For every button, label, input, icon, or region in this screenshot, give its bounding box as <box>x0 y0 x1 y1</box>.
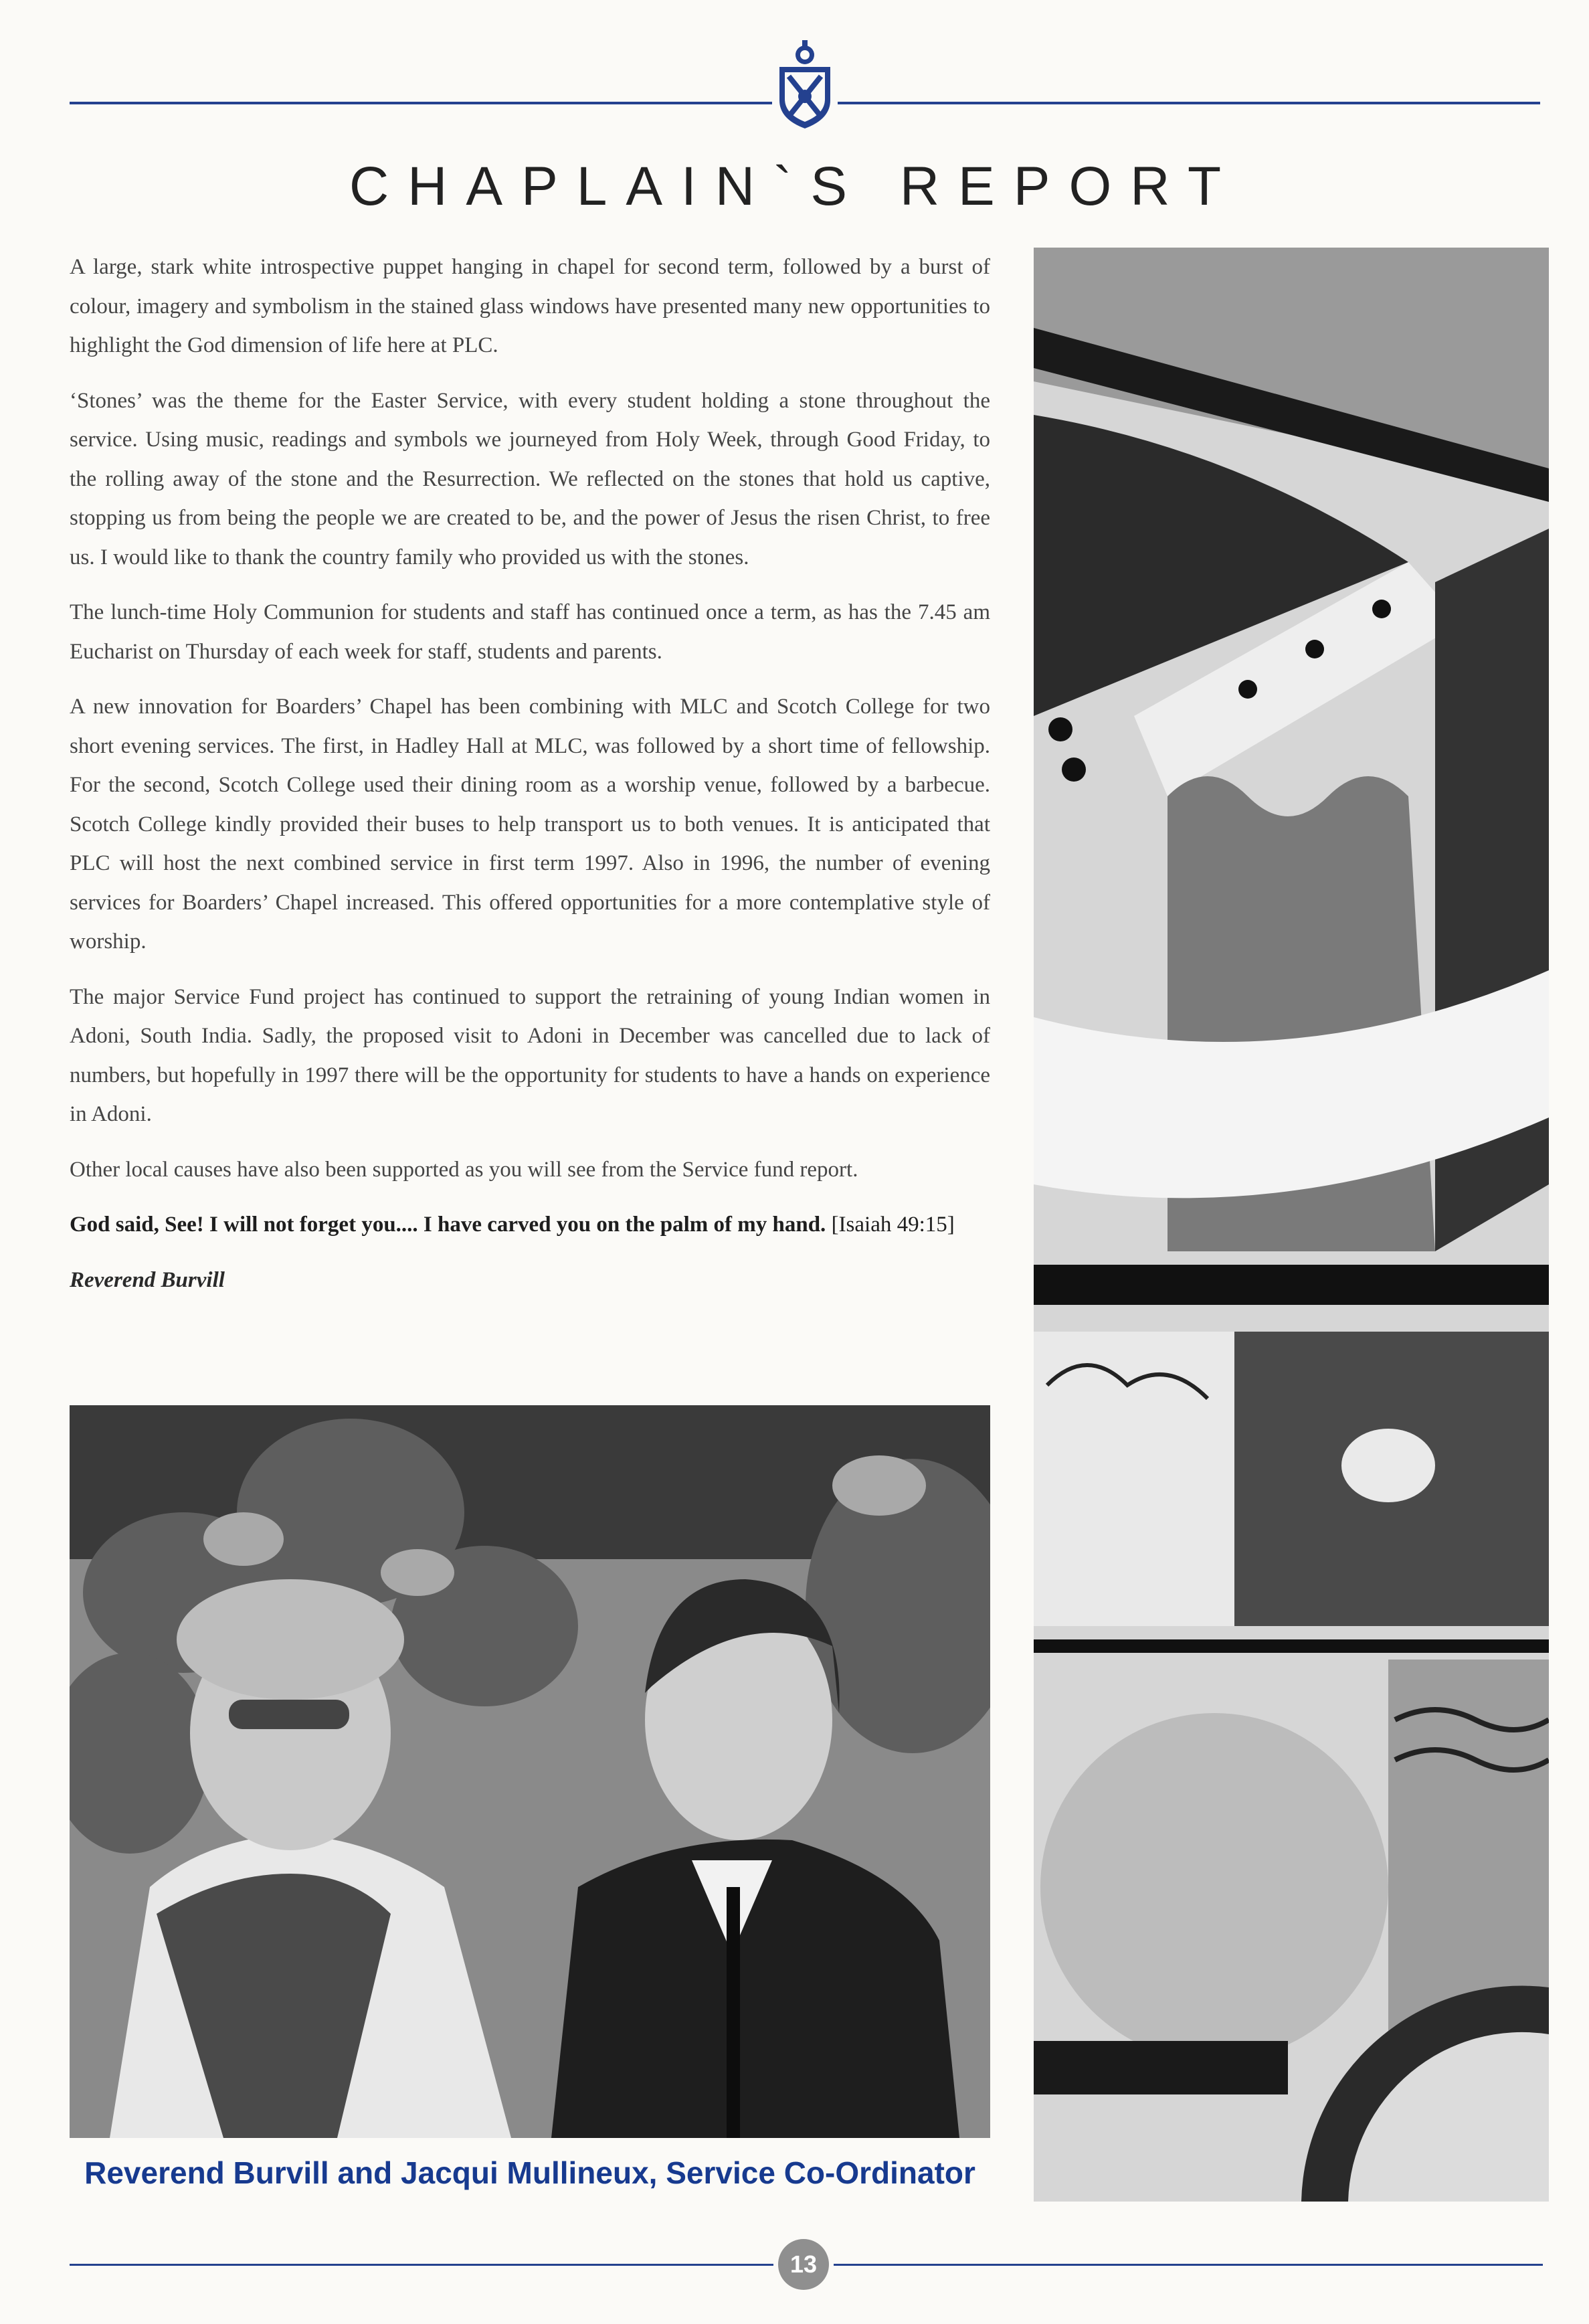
school-crest-icon <box>773 39 837 130</box>
paragraph-easter: ‘Stones’ was the theme for the Easter Service, with every student holding a stone throughout the service. Using music, readings and symbols we journeyed from Holy Week, through Good Friday, to the rolling away of the stone and the Resurrection. We reflected on the stones that hold us captive, stopping us from being the people we are created to be, and the power of Jesus the risen Christ, to free us. I would like to thank the country family who provided us with the stones. <box>70 388 990 569</box>
page-title: CHAPLAIN`S REPORT <box>349 156 1240 217</box>
photo-caption: Reverend Burvill and Jacqui Mullineux, Service Co-Ordinator <box>84 2155 975 2190</box>
scripture-quote <box>70 1205 990 1245</box>
page-number-badge: 13 <box>778 2239 829 2290</box>
report-body <box>70 248 990 1316</box>
paragraph-boarders-chapel: A new innovation for Boarders’ Chapel has been combining with MLC and Scotch College for two short evening services. The first, in Hadley Hall at MLC, was followed by a short time of fellowship. For the second, Scotch College used their dining room as a worship venue, followed by a barbecue. Scotch College kindly provided their buses to help transport us to both venues. It is anticipated that PLC will host the next combined service in first term 1997. Also in 1996, the number of evening services for Boarders’ Chapel increased. This offered opportunities for a more contemplative style of worship. <box>70 695 990 954</box>
header-rule-left <box>70 102 772 104</box>
footer-rule-left <box>70 2264 773 2266</box>
footer-rule-right <box>834 2264 1543 2266</box>
paragraph-local-causes: Other local causes have also been supported as you will see from the Service fund report. <box>70 1157 858 1182</box>
scripture-reference: [Isaiah 49:15] <box>826 1213 955 1237</box>
portrait-photo <box>70 1405 990 2138</box>
paragraph-communion: The lunch-time Holy Communion for students and staff has continued once a term, as has the 7.45 am Eucharist on Thursday of each week for staff, students and parents. <box>70 600 990 664</box>
paragraph-intro: A large, stark white introspective puppet hanging in chapel for second term, followed by a burst of colour, imagery and symbolism in the stained glass windows have presented many new opportunities to highlight the God dimension of life here at PLC. <box>70 255 990 357</box>
stained-glass-window-image <box>1034 248 1549 2202</box>
scripture-quote-text: God said, See! I will not forget you.... I have carved you on the palm of my hand. <box>70 1213 826 1237</box>
header-rule-right <box>838 102 1540 104</box>
paragraph-service-fund: The major Service Fund project has continued to support the retraining of young Indian women in Adoni, South India. Sadly, the proposed visit to Adoni in December was cancelled due to lack of numbers, but hopefully in 1997 there will be the opportunity for students to have a hands on experience in Adoni. <box>70 984 990 1126</box>
signature: Reverend Burvill <box>70 1267 225 1292</box>
